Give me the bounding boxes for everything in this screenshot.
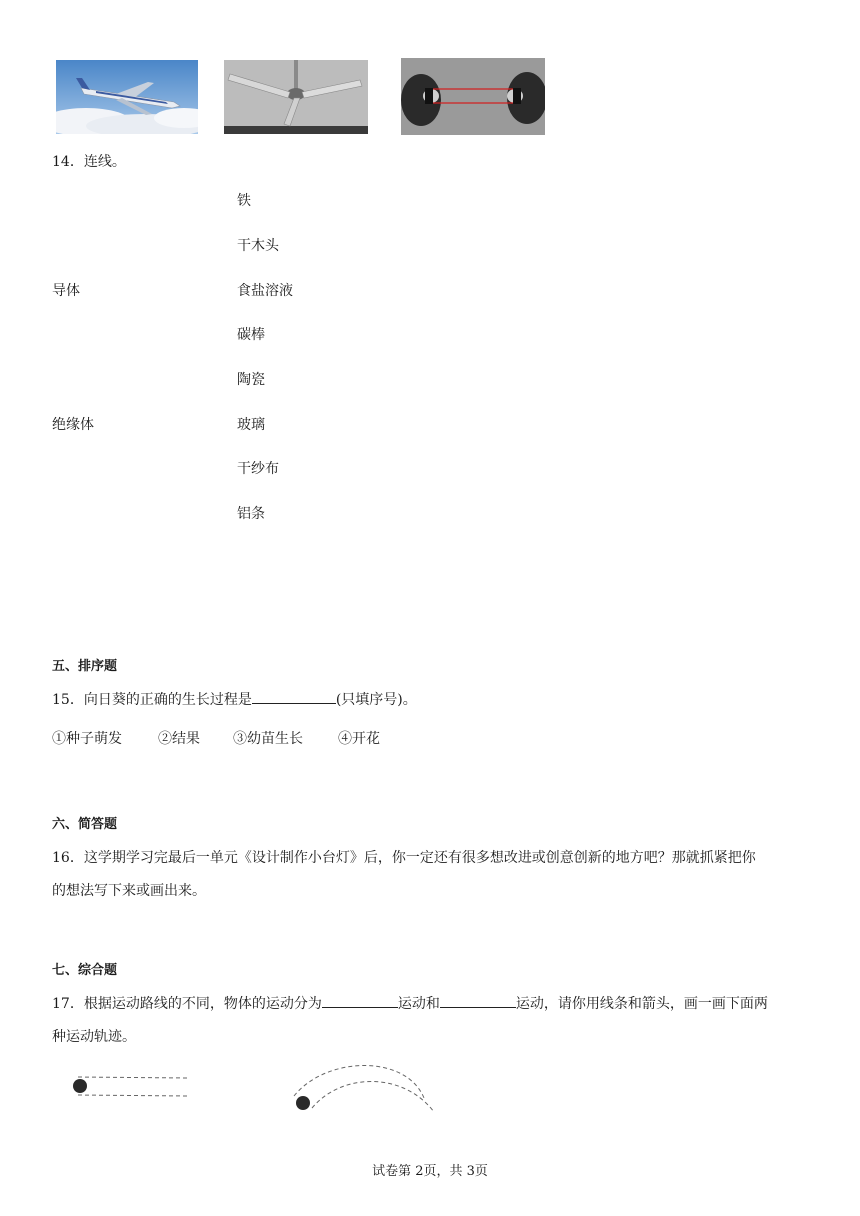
match-right-item: 铝条 (237, 506, 265, 522)
question-17-part2: 运动和 (397, 996, 440, 1012)
section-heading-sorting: 五、排序题 (52, 659, 118, 674)
option: ①种子萌发 (52, 731, 122, 747)
question-17-part1: 17．根据运动路线的不同，物体的运动分为 (52, 996, 322, 1012)
question-15-prefix: 15．向日葵的正确的生长过程是 (52, 692, 252, 708)
answer-blank[interactable] (440, 993, 516, 1008)
question-16-line2: 的想法写下来或画出来。 (52, 883, 206, 899)
section-heading-short-answer: 六、简答题 (52, 817, 118, 832)
match-right-item: 陶瓷 (237, 372, 265, 388)
straight-motion-diagram (68, 1070, 192, 1102)
match-right-item: 玻璃 (237, 417, 265, 433)
airplane-photo (56, 60, 198, 134)
rubber-band-photo (401, 58, 545, 135)
question-16-line1: 16．这学期学习完最后一单元《设计制作小台灯》后，你一定还有很多想改进或创意创新的地方吧？那就抓紧把你 (52, 850, 756, 866)
match-right-item: 食盐溶液 (237, 283, 293, 299)
question-17-part3: 运动，请你用线条和箭头，画一画下面两 (515, 996, 768, 1012)
answer-blank[interactable] (322, 993, 398, 1008)
match-right-item: 干纱布 (237, 461, 279, 477)
question-15-suffix: (只填序号)。 (335, 692, 417, 708)
question-17-line1 (52, 993, 768, 1013)
question-17-line2: 种运动轨迹。 (52, 1029, 136, 1045)
section-heading-comprehensive: 七、综合题 (52, 963, 118, 978)
match-right-item: 碳棒 (237, 327, 265, 343)
page-footer: 试卷第 2页，共 3页 (372, 1164, 488, 1179)
match-right-item: 干木头 (237, 238, 279, 254)
match-left-conductor: 导体 (52, 283, 80, 299)
match-right-item: 铁 (237, 193, 251, 209)
curved-motion-diagram (286, 1060, 442, 1116)
option: ②结果 (158, 731, 200, 747)
match-left-insulator: 绝缘体 (52, 417, 94, 433)
answer-blank[interactable] (252, 689, 336, 704)
question-15 (52, 689, 417, 709)
question-14-title: 14．连线。 (52, 154, 126, 170)
ceiling-fan-photo (224, 60, 368, 134)
option: ③幼苗生长 (233, 731, 303, 747)
option: ④开花 (338, 731, 380, 747)
